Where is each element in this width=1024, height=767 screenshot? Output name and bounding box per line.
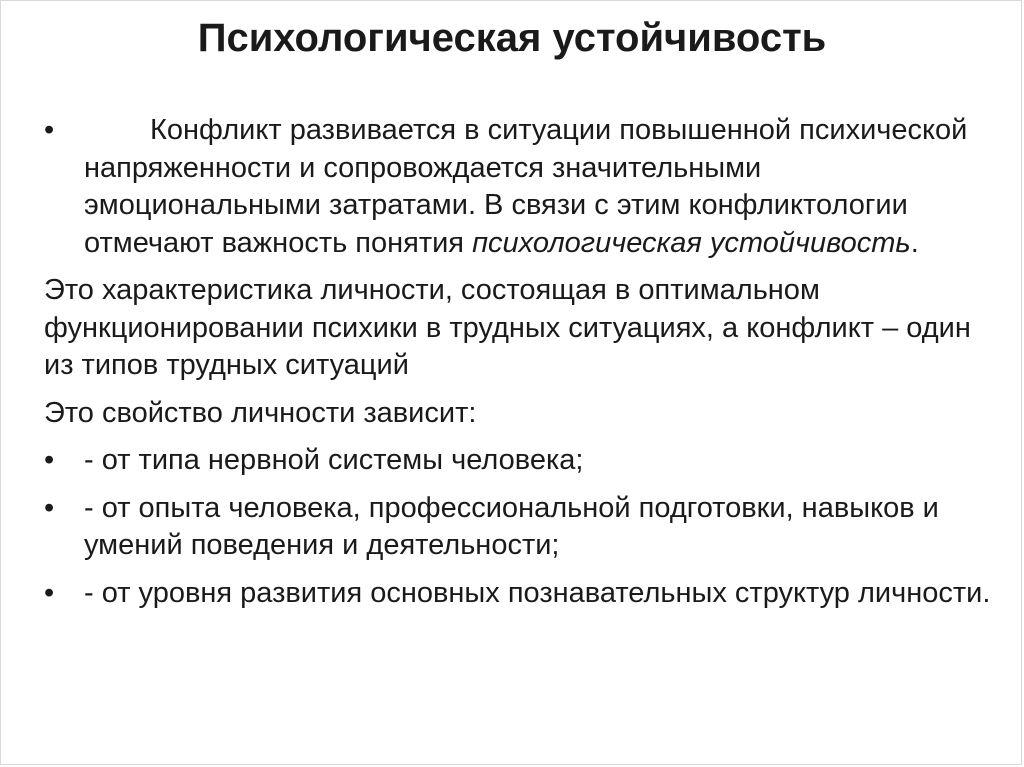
intro-bullet	[44, 112, 994, 262]
slide-content	[44, 112, 994, 622]
bullet-dot-icon	[44, 112, 68, 150]
intro-italic-term: психологическая устойчивость	[472, 226, 911, 259]
dependency-bullet	[44, 442, 994, 480]
bullet-dot-icon	[44, 442, 68, 480]
intro-text-after: .	[910, 226, 919, 259]
slide-title: Психологическая устойчивость	[197, 16, 827, 60]
dependency-bullet	[44, 575, 994, 613]
bullet-dot-icon	[44, 490, 68, 528]
definition-paragraph: Это характеристика личности, состоящая в оптимальном функционировании психики в трудных ситуациях, а конфликт – один из типов трудных ситуаций	[44, 274, 971, 381]
dependency-bullet-text: - от уровня развития основных познавательных структур личности.	[84, 576, 991, 609]
intro-text-before: Конфликт развивается в ситуации повышенной психической напряженности и сопровождается значительными эмоциональными затратами. В связи с этим конфликтологии отмечают важность понятия	[84, 114, 968, 259]
dependency-bullet-text: - от типа нервной системы человека;	[84, 444, 584, 476]
dependency-bullet-text: - от опыта человека, профессиональной подготовки, навыков и умений поведения и деятельности;	[84, 491, 939, 561]
bullet-dot-icon	[44, 575, 68, 613]
dependency-heading: Это свойство личности зависит:	[44, 396, 477, 429]
intro-bullet-text	[84, 112, 994, 262]
dependency-bullet	[44, 490, 994, 565]
